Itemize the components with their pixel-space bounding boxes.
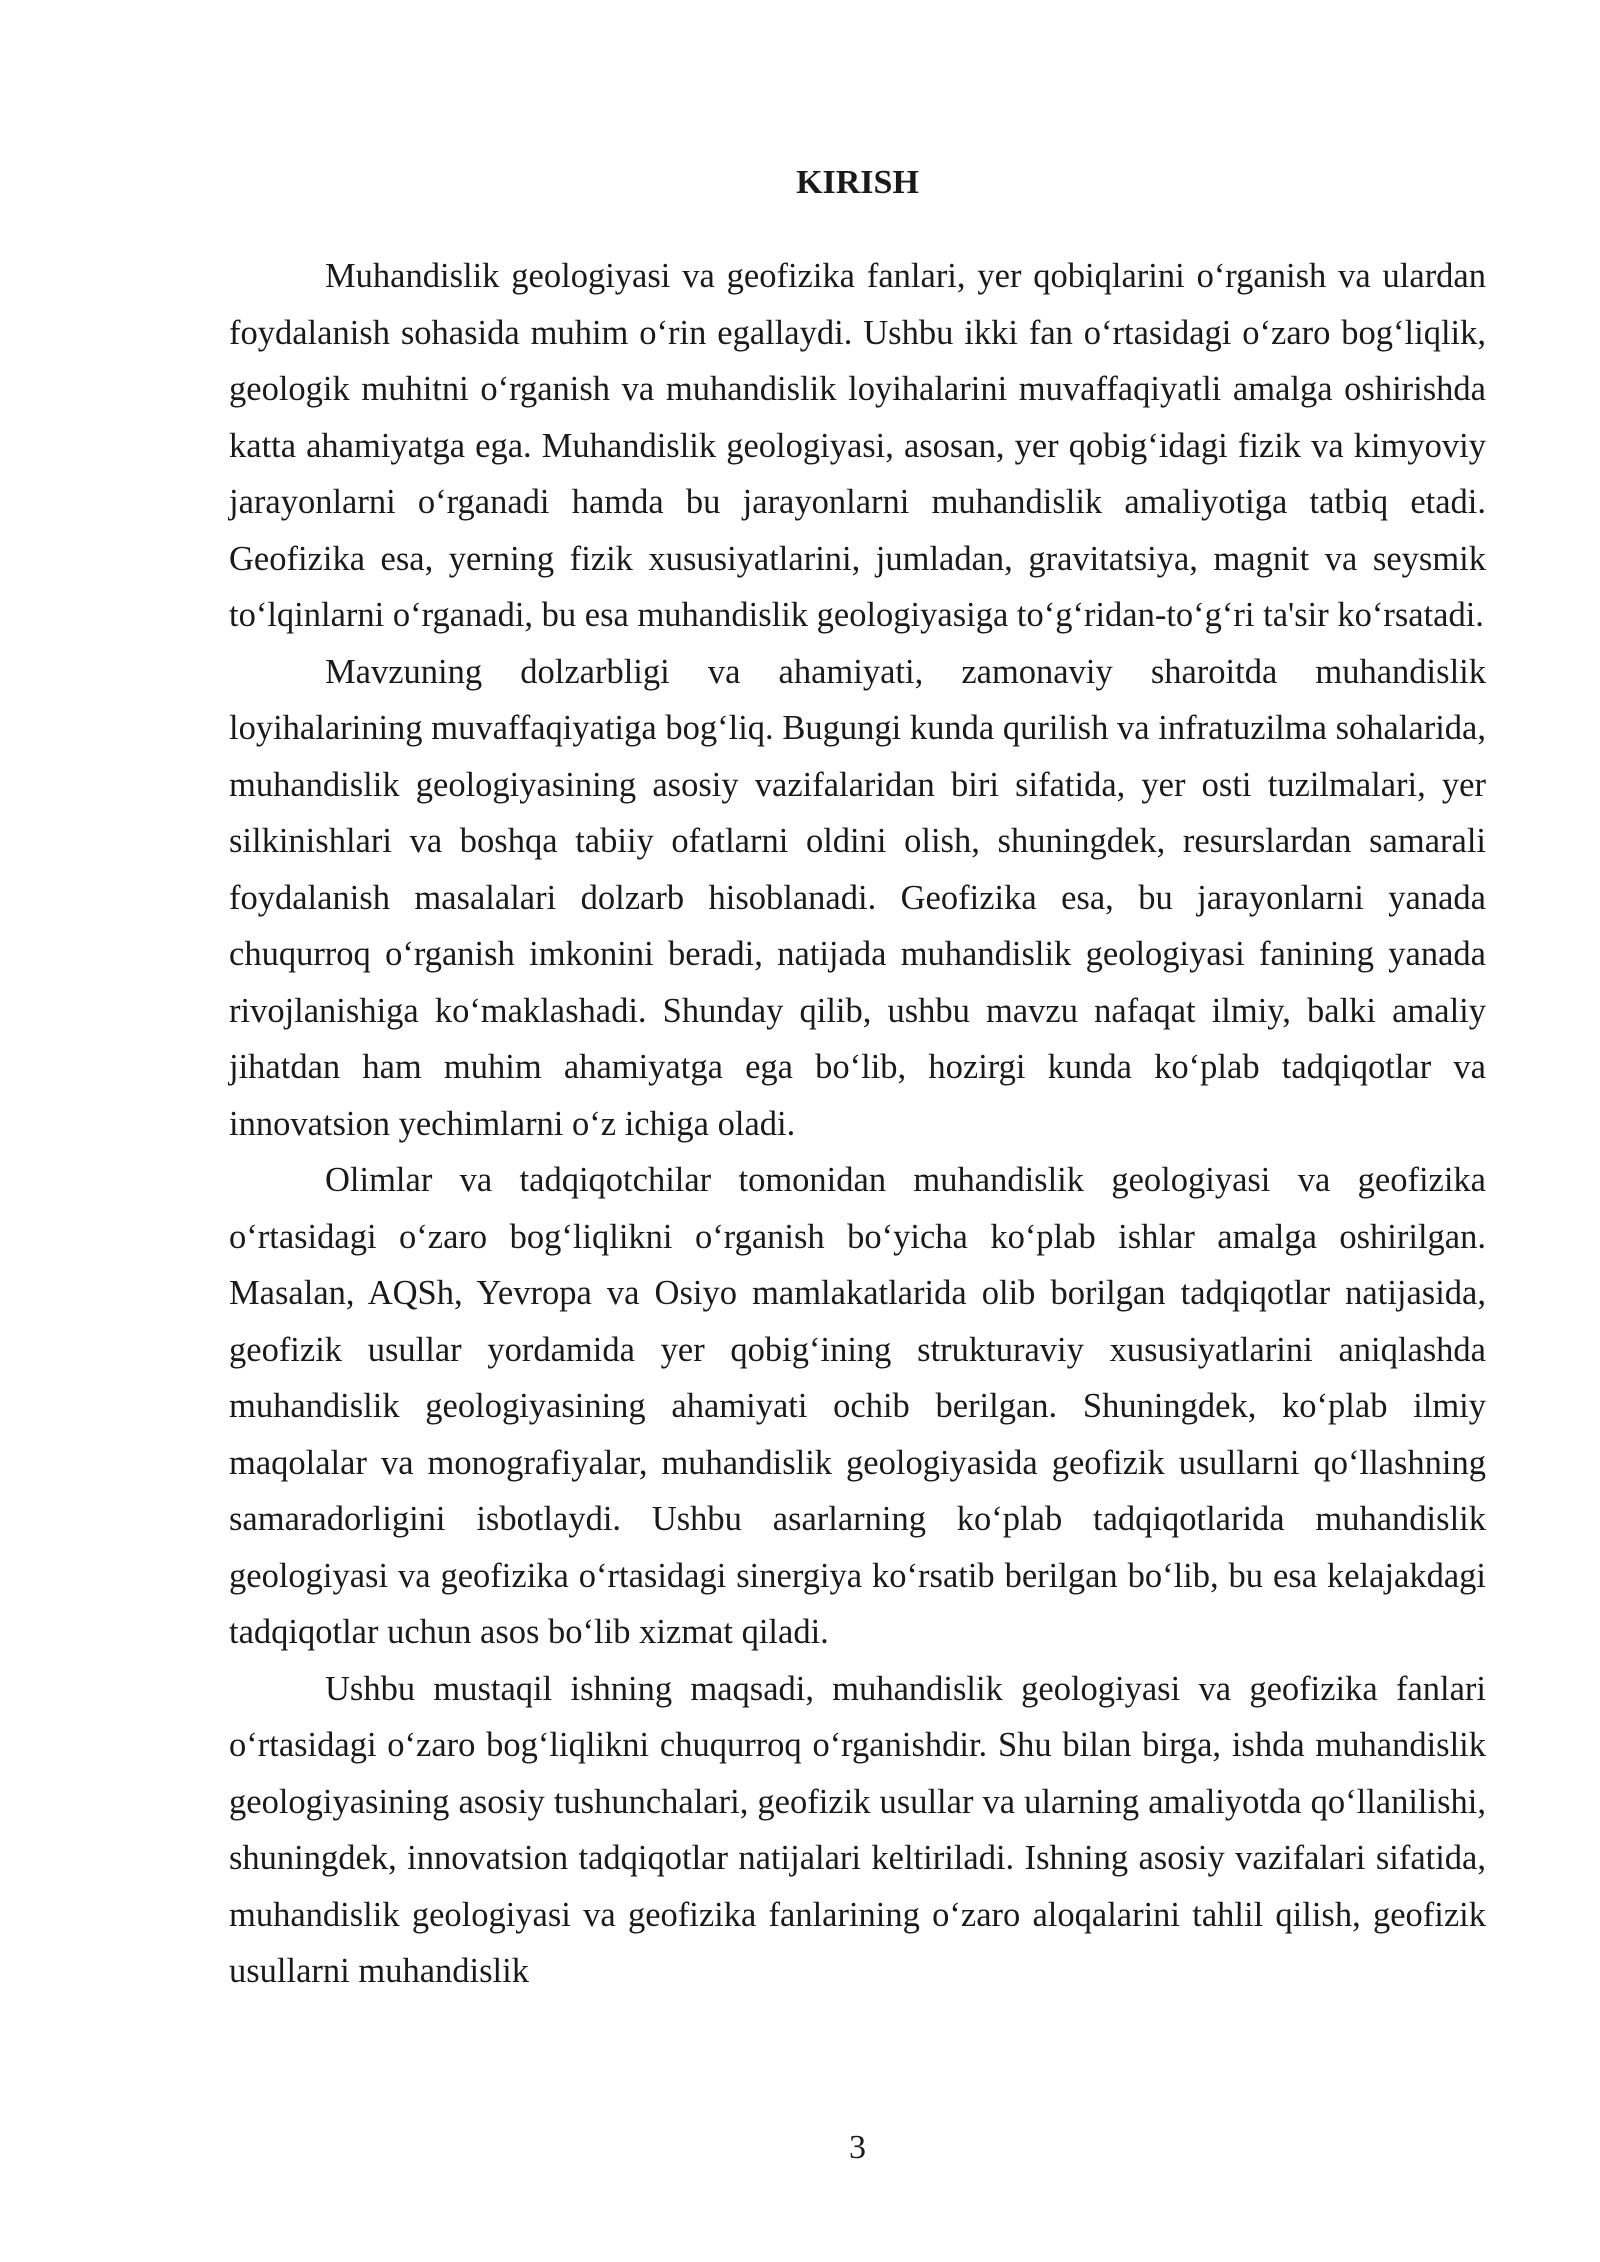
paragraph-4: Ushbu mustaqil ishning maqsadi, muhandislik geologiyasi va geofizika fanlari oʻrtasidagi oʻzaro bogʻliqlikni chuqurroq oʻrganishdir. Shu bilan birga, ishda muhandislik geologiyasining asosiy tushunchalari, geofizik usullar va ularning amaliyotda qoʻllanilishi, shuningdek, innovatsion tadqiqotlar natijalari keltiriladi. Ishning asosiy vazifalari sifatida, muhandislik geologiyasi va geofizika fanlarining oʻzaro aloqalarini tahlil qilish, geofizik usullarni muhandislik (229, 1669, 1486, 1990)
body-text (229, 248, 1486, 2000)
section-title: KIRISH (796, 164, 919, 201)
page-number: 3 (849, 2129, 866, 2166)
paragraph-2: Mavzuning dolzarbligi va ahamiyati, zamonaviy sharoitda muhandislik loyihalarining muvaffaqiyatiga bogʻliq. Bugungi kunda qurilish va infratuzilma sohalarida, muhandislik geologiyasining asosiy vazifalaridan biri sifatida, yer osti tuzilmalari, yer silkinishlari va boshqa tabiiy ofatlarni oldini olish, shuningdek, resurslardan samarali foydalanish masalalari dolzarb hisoblanadi. Geofizika esa, bu jarayonlarni yanada chuqurroq oʻrganish imkonini beradi, natijada muhandislik geologiyasi fanining yanada rivojlanishiga koʻmaklashadi. Shunday qilib, ushbu mavzu nafaqat ilmiy, balki amaliy jihatdan ham muhim ahamiyatga ega boʻlib, hozirgi kunda koʻplab tadqiqotlar va innovatsion yechimlarni oʻz ichiga oladi. (229, 652, 1486, 1143)
paragraph-1: Muhandislik geologiyasi va geofizika fanlari, yer qobiqlarini oʻrganish va ulardan foydalanish sohasida muhim oʻrin egallaydi. Ushbu ikki fan oʻrtasidagi oʻzaro bogʻliqlik, geologik muhitni oʻrganish va muhandislik loyihalarini muvaffaqiyatli amalga oshirishda katta ahamiyatga ega. Muhandislik geologiyasi, asosan, yer qobigʻidagi fizik va kimyoviy jarayonlarni oʻrganadi hamda bu jarayonlarni muhandislik amaliyotiga tatbiq etadi. Geofizika esa, yerning fizik xususiyatlarini, jumladan, gravitatsiya, magnit va seysmik toʻlqinlarni oʻrganadi, bu esa muhandislik geologiyasiga toʻgʻridan-toʻgʻri ta'sir koʻrsatadi. (229, 257, 1486, 634)
paragraph-3: Olimlar va tadqiqotchilar tomonidan muhandislik geologiyasi va geofizika oʻrtasidagi oʻzaro bogʻliqlikni oʻrganish boʻyicha koʻplab ishlar amalga oshirilgan. Masalan, AQSh, Yevropa va Osiyo mamlakatlarida olib borilgan tadqiqotlar natijasida, geofizik usullar yordamida yer qobigʻining strukturaviy xususiyatlarini aniqlashda muhandislik geologiyasining ahamiyati ochib berilgan. Shuningdek, koʻplab ilmiy maqolalar va monografiyalar, muhandislik geologiyasida geofizik usullarni qoʻllashning samaradorligini isbotlaydi. Ushbu asarlarning koʻplab tadqiqotlarida muhandislik geologiyasi va geofizika oʻrtasidagi sinergiya koʻrsatib berilgan boʻlib, bu esa kelajakdagi tadqiqotlar uchun asos boʻlib xizmat qiladi. (229, 1161, 1486, 1651)
